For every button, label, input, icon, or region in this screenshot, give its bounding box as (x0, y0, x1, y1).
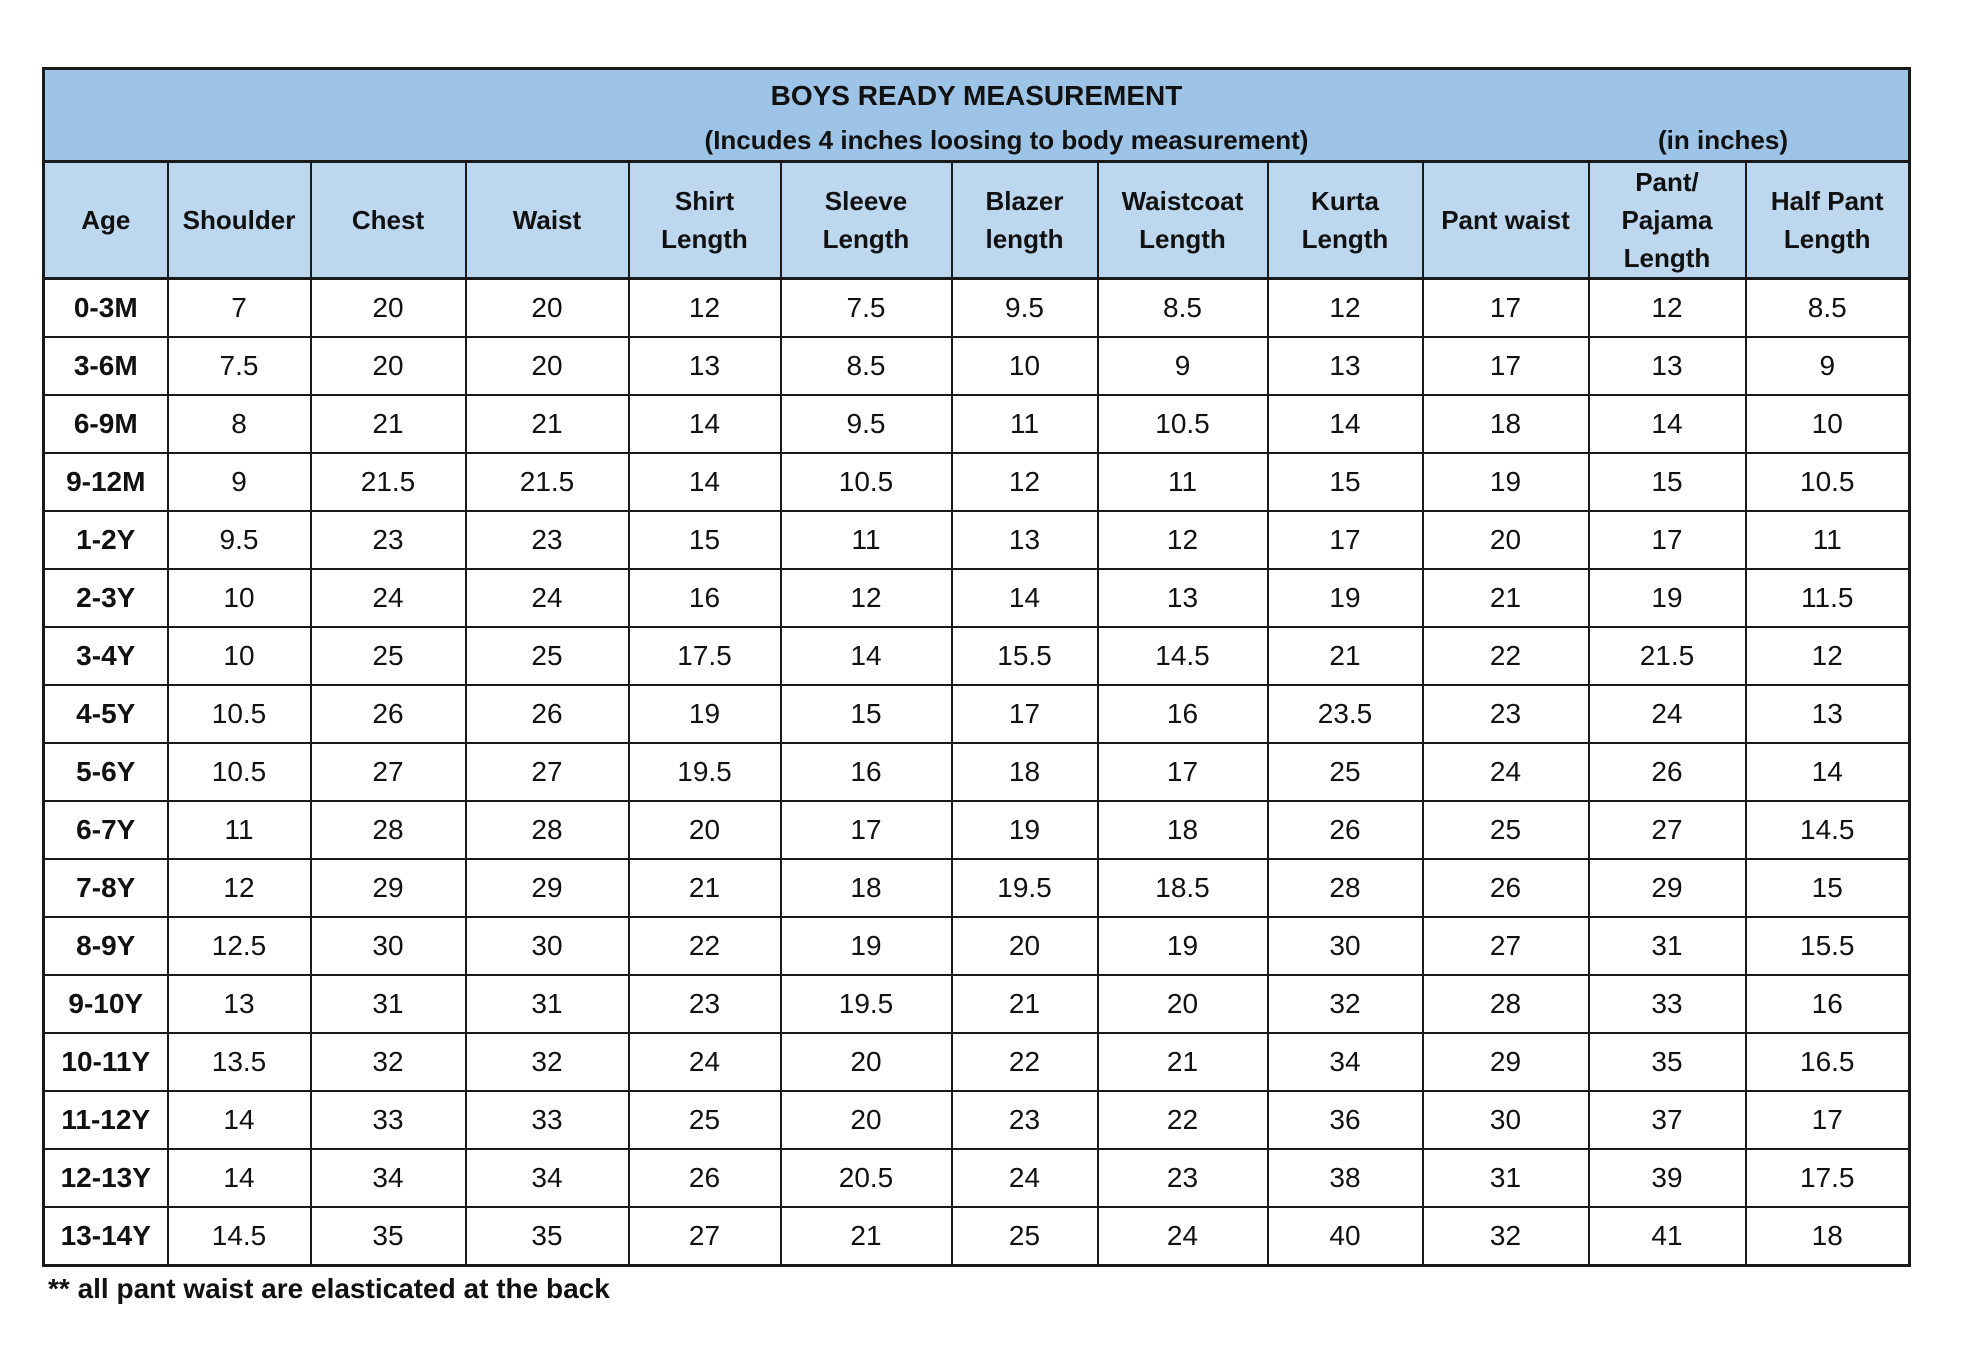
measurement-cell: 12.5 (168, 917, 311, 975)
measurement-cell: 7.5 (168, 337, 311, 395)
measurement-cell: 19.5 (952, 859, 1098, 917)
measurement-cell: 18 (1098, 801, 1268, 859)
table-row (44, 685, 1910, 743)
measurement-cell: 20 (781, 1033, 952, 1091)
measurement-cell: 15 (1268, 453, 1423, 511)
age-cell: 4-5Y (44, 685, 168, 743)
measurement-cell: 20 (1423, 511, 1589, 569)
age-cell: 0-3M (44, 279, 168, 338)
measurement-cell: 14 (168, 1149, 311, 1207)
measurement-cell: 18 (952, 743, 1098, 801)
measurement-cell: 19.5 (629, 743, 781, 801)
measurement-cell: 28 (466, 801, 629, 859)
measurement-cell: 39 (1589, 1149, 1746, 1207)
measurement-cell: 33 (466, 1091, 629, 1149)
measurement-cell: 25 (1423, 801, 1589, 859)
measurement-cell: 27 (629, 1207, 781, 1266)
measurement-cell: 7.5 (781, 279, 952, 338)
measurement-cell: 32 (1268, 975, 1423, 1033)
footnote: ** all pant waist are elasticated at the back (48, 1273, 610, 1304)
measurement-cell: 11 (781, 511, 952, 569)
measurement-cell: 10 (168, 569, 311, 627)
measurement-sheet (42, 67, 1908, 1305)
measurement-cell: 12 (629, 279, 781, 338)
age-cell: 9-12M (44, 453, 168, 511)
measurement-cell: 16.5 (1746, 1033, 1910, 1091)
age-cell: 1-2Y (44, 511, 168, 569)
age-cell: 10-11Y (44, 1033, 168, 1091)
measurement-cell: 35 (466, 1207, 629, 1266)
measurement-cell: 20 (629, 801, 781, 859)
measurement-cell: 17.5 (1746, 1149, 1910, 1207)
measurement-cell: 24 (311, 569, 466, 627)
measurement-cell: 11 (1098, 453, 1268, 511)
measurement-cell: 27 (1423, 917, 1589, 975)
table-subtitle: (Incudes 4 inches loosing to body measurement) (704, 125, 1309, 155)
measurement-cell: 8.5 (781, 337, 952, 395)
measurement-cell: 28 (1423, 975, 1589, 1033)
measurement-cell: 14 (952, 569, 1098, 627)
column-header: Pant waist (1423, 162, 1589, 279)
measurement-cell: 10.5 (1098, 395, 1268, 453)
measurement-cell: 36 (1268, 1091, 1423, 1149)
table-row (44, 1091, 1910, 1149)
column-header-row (44, 162, 1910, 279)
measurement-cell: 15 (1589, 453, 1746, 511)
measurement-cell: 34 (311, 1149, 466, 1207)
measurement-cell: 27 (311, 743, 466, 801)
measurement-cell: 21 (466, 395, 629, 453)
table-row (44, 395, 1910, 453)
measurement-cell: 41 (1589, 1207, 1746, 1266)
measurement-cell: 17 (781, 801, 952, 859)
measurement-cell: 9.5 (168, 511, 311, 569)
table-row (44, 453, 1910, 511)
measurement-cell: 17 (1423, 337, 1589, 395)
measurement-cell: 18 (781, 859, 952, 917)
measurement-cell: 19 (1268, 569, 1423, 627)
measurement-cell: 8.5 (1098, 279, 1268, 338)
measurement-cell: 12 (1268, 279, 1423, 338)
measurement-cell: 16 (781, 743, 952, 801)
measurement-cell: 31 (311, 975, 466, 1033)
measurement-cell: 21.5 (1589, 627, 1746, 685)
measurement-cell: 16 (1746, 975, 1910, 1033)
measurement-cell: 19 (629, 685, 781, 743)
measurement-cell: 15.5 (1746, 917, 1910, 975)
measurement-cell: 24 (1589, 685, 1746, 743)
measurement-cell: 19 (1098, 917, 1268, 975)
measurement-cell: 9.5 (952, 279, 1098, 338)
table-row (44, 1149, 1910, 1207)
age-cell: 3-6M (44, 337, 168, 395)
title-row (44, 69, 1910, 162)
age-cell: 2-3Y (44, 569, 168, 627)
measurement-cell: 21 (952, 975, 1098, 1033)
measurement-cell: 11 (168, 801, 311, 859)
measurement-cell: 14 (1746, 743, 1910, 801)
measurement-cell: 29 (466, 859, 629, 917)
measurement-cell: 17 (952, 685, 1098, 743)
measurement-cell: 24 (466, 569, 629, 627)
measurement-cell: 12 (1589, 279, 1746, 338)
measurement-cell: 26 (1589, 743, 1746, 801)
column-header: Shirt Length (629, 162, 781, 279)
column-header: Age (44, 162, 168, 279)
measurement-cell: 20 (466, 279, 629, 338)
table-row (44, 917, 1910, 975)
measurement-cell: 12 (952, 453, 1098, 511)
measurement-cell: 37 (1589, 1091, 1746, 1149)
measurement-cell: 18 (1423, 395, 1589, 453)
measurement-cell: 24 (1423, 743, 1589, 801)
table-row (44, 569, 1910, 627)
measurement-cell: 17 (1746, 1091, 1910, 1149)
measurement-cell: 30 (466, 917, 629, 975)
units-label: (in inches) (1657, 125, 1788, 155)
table-row (44, 743, 1910, 801)
measurement-cell: 14 (168, 1091, 311, 1149)
table-title: BOYS READY MEASUREMENT (770, 80, 1183, 111)
measurement-cell: 11 (1746, 511, 1910, 569)
measurement-cell: 19 (1423, 453, 1589, 511)
measurement-cell: 23 (952, 1091, 1098, 1149)
measurement-cell: 28 (311, 801, 466, 859)
measurement-cell: 13 (952, 511, 1098, 569)
measurement-cell: 11.5 (1746, 569, 1910, 627)
measurement-cell: 14 (629, 453, 781, 511)
measurement-cell: 14 (1589, 395, 1746, 453)
measurement-cell: 21.5 (466, 453, 629, 511)
age-cell: 6-7Y (44, 801, 168, 859)
measurement-cell: 10.5 (168, 685, 311, 743)
measurement-cell: 30 (311, 917, 466, 975)
measurement-cell: 21.5 (311, 453, 466, 511)
measurement-cell: 31 (466, 975, 629, 1033)
measurement-cell: 20 (952, 917, 1098, 975)
measurement-cell: 21 (1098, 1033, 1268, 1091)
measurement-cell: 35 (1589, 1033, 1746, 1091)
table-row (44, 511, 1910, 569)
measurement-cell: 34 (1268, 1033, 1423, 1091)
measurement-cell: 25 (629, 1091, 781, 1149)
table-row (44, 337, 1910, 395)
table-row (44, 1207, 1910, 1266)
measurement-cell: 33 (311, 1091, 466, 1149)
column-header: Chest (311, 162, 466, 279)
measurement-cell: 34 (466, 1149, 629, 1207)
table-row (44, 1033, 1910, 1091)
measurement-cell: 31 (1423, 1149, 1589, 1207)
measurement-cell: 9 (1098, 337, 1268, 395)
measurement-cell: 21 (781, 1207, 952, 1266)
measurement-cell: 23 (629, 975, 781, 1033)
measurement-cell: 7 (168, 279, 311, 338)
measurement-cell: 14.5 (1098, 627, 1268, 685)
measurement-cell: 40 (1268, 1207, 1423, 1266)
measurement-cell: 25 (466, 627, 629, 685)
measurement-cell: 9 (168, 453, 311, 511)
measurement-cell: 31 (1589, 917, 1746, 975)
measurement-cell: 14.5 (168, 1207, 311, 1266)
table-row (44, 627, 1910, 685)
measurement-cell: 17.5 (629, 627, 781, 685)
column-header: Waist (466, 162, 629, 279)
measurement-cell: 23 (1423, 685, 1589, 743)
measurement-cell: 23.5 (1268, 685, 1423, 743)
measurement-cell: 12 (781, 569, 952, 627)
measurement-cell: 19 (952, 801, 1098, 859)
measurement-cell: 8 (168, 395, 311, 453)
measurement-cell: 19 (1589, 569, 1746, 627)
age-cell: 11-12Y (44, 1091, 168, 1149)
measurement-cell: 12 (168, 859, 311, 917)
table-row (44, 801, 1910, 859)
table-row (44, 859, 1910, 917)
measurement-cell: 18 (1746, 1207, 1910, 1266)
measurement-cell: 21 (1268, 627, 1423, 685)
measurement-cell: 15 (1746, 859, 1910, 917)
measurement-cell: 22 (1098, 1091, 1268, 1149)
measurement-cell: 13 (168, 975, 311, 1033)
measurement-cell: 9.5 (781, 395, 952, 453)
measurement-cell: 21 (311, 395, 466, 453)
measurement-cell: 20 (781, 1091, 952, 1149)
measurement-cell: 22 (629, 917, 781, 975)
measurement-cell: 13.5 (168, 1033, 311, 1091)
measurement-cell: 16 (629, 569, 781, 627)
measurement-cell: 20 (466, 337, 629, 395)
measurement-cell: 32 (1423, 1207, 1589, 1266)
measurement-cell: 26 (311, 685, 466, 743)
measurement-cell: 24 (1098, 1207, 1268, 1266)
measurement-cell: 29 (1423, 1033, 1589, 1091)
measurement-cell: 13 (1098, 569, 1268, 627)
measurement-cell: 28 (1268, 859, 1423, 917)
age-cell: 13-14Y (44, 1207, 168, 1266)
measurement-cell: 19 (781, 917, 952, 975)
measurement-cell: 17 (1423, 279, 1589, 338)
measurement-cell: 32 (311, 1033, 466, 1091)
measurement-cell: 20.5 (781, 1149, 952, 1207)
column-header: Kurta Length (1268, 162, 1423, 279)
measurement-cell: 17 (1098, 743, 1268, 801)
measurement-cell: 26 (1268, 801, 1423, 859)
measurement-cell: 35 (311, 1207, 466, 1266)
measurement-cell: 23 (311, 511, 466, 569)
age-cell: 8-9Y (44, 917, 168, 975)
measurement-cell: 27 (1589, 801, 1746, 859)
measurement-cell: 15 (629, 511, 781, 569)
measurement-cell: 24 (629, 1033, 781, 1091)
measurement-cell: 10 (1746, 395, 1910, 453)
measurement-cell: 16 (1098, 685, 1268, 743)
measurement-cell: 20 (1098, 975, 1268, 1033)
measurement-cell: 20 (311, 279, 466, 338)
measurement-cell: 10.5 (168, 743, 311, 801)
measurement-cell: 22 (952, 1033, 1098, 1091)
measurement-cell: 15.5 (952, 627, 1098, 685)
measurement-cell: 8.5 (1746, 279, 1910, 338)
table-body (44, 279, 1910, 1266)
column-header: Blazer length (952, 162, 1098, 279)
measurement-cell: 13 (1589, 337, 1746, 395)
measurement-cell: 11 (952, 395, 1098, 453)
title-cell (44, 69, 1910, 162)
age-cell: 12-13Y (44, 1149, 168, 1207)
measurement-cell: 14 (629, 395, 781, 453)
measurement-cell: 23 (1098, 1149, 1268, 1207)
measurement-cell: 29 (311, 859, 466, 917)
measurement-cell: 38 (1268, 1149, 1423, 1207)
measurement-cell: 32 (466, 1033, 629, 1091)
measurement-cell: 10.5 (1746, 453, 1910, 511)
age-cell: 6-9M (44, 395, 168, 453)
measurement-cell: 25 (1268, 743, 1423, 801)
column-header: Half Pant Length (1746, 162, 1910, 279)
measurement-cell: 29 (1589, 859, 1746, 917)
measurement-cell: 13 (1268, 337, 1423, 395)
measurement-cell: 9 (1746, 337, 1910, 395)
measurement-cell: 18.5 (1098, 859, 1268, 917)
measurement-table (42, 67, 1911, 1267)
measurement-cell: 13 (1746, 685, 1910, 743)
measurement-cell: 25 (311, 627, 466, 685)
measurement-cell: 21 (629, 859, 781, 917)
measurement-cell: 12 (1098, 511, 1268, 569)
table-row (44, 279, 1910, 338)
measurement-cell: 10.5 (781, 453, 952, 511)
measurement-cell: 17 (1589, 511, 1746, 569)
measurement-cell: 13 (629, 337, 781, 395)
measurement-cell: 12 (1746, 627, 1910, 685)
measurement-cell: 27 (466, 743, 629, 801)
measurement-cell: 26 (629, 1149, 781, 1207)
measurement-cell: 25 (952, 1207, 1098, 1266)
measurement-cell: 20 (311, 337, 466, 395)
measurement-cell: 26 (466, 685, 629, 743)
age-cell: 7-8Y (44, 859, 168, 917)
measurement-cell: 14.5 (1746, 801, 1910, 859)
column-header: Waistcoat Length (1098, 162, 1268, 279)
measurement-cell: 10 (168, 627, 311, 685)
column-header: Pant/ Pajama Length (1589, 162, 1746, 279)
age-cell: 3-4Y (44, 627, 168, 685)
age-cell: 9-10Y (44, 975, 168, 1033)
measurement-cell: 15 (781, 685, 952, 743)
measurement-cell: 30 (1268, 917, 1423, 975)
measurement-cell: 17 (1268, 511, 1423, 569)
column-header: Shoulder (168, 162, 311, 279)
measurement-cell: 22 (1423, 627, 1589, 685)
measurement-cell: 24 (952, 1149, 1098, 1207)
measurement-cell: 33 (1589, 975, 1746, 1033)
measurement-cell: 14 (1268, 395, 1423, 453)
measurement-cell: 21 (1423, 569, 1589, 627)
measurement-cell: 30 (1423, 1091, 1589, 1149)
measurement-cell: 14 (781, 627, 952, 685)
measurement-cell: 10 (952, 337, 1098, 395)
column-header: Sleeve Length (781, 162, 952, 279)
measurement-cell: 19.5 (781, 975, 952, 1033)
table-row (44, 975, 1910, 1033)
age-cell: 5-6Y (44, 743, 168, 801)
measurement-cell: 23 (466, 511, 629, 569)
measurement-cell: 26 (1423, 859, 1589, 917)
